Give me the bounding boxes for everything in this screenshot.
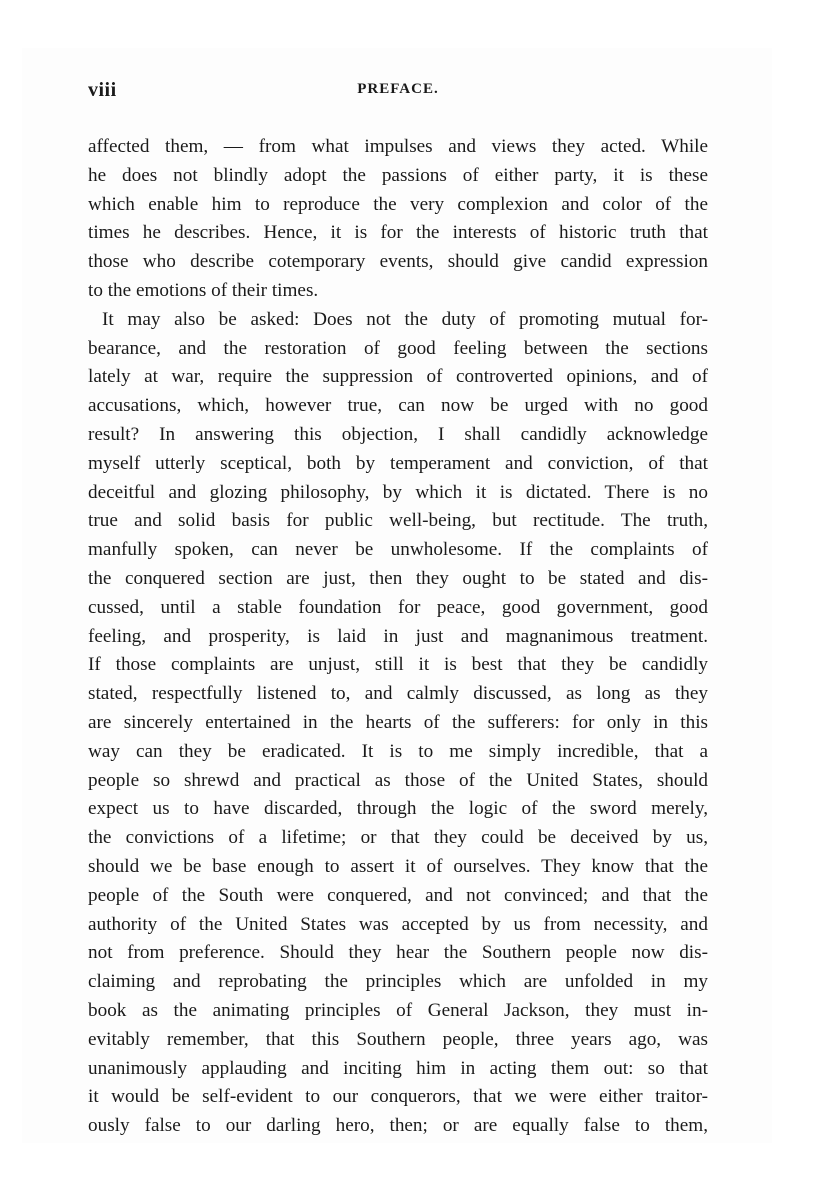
text-line: people so shrewd and practical as those of the United States, should [88, 769, 708, 791]
text-line: result? In answering this objection, I shall candidly acknowledge [88, 423, 708, 445]
text-line: If those complaints are unjust, still it is best that they be candidly [88, 654, 708, 676]
text-line: are sincerely entertained in the hearts of the sufferers: for only in this [88, 711, 708, 733]
text-line: way can they be eradicated. It is to me simply incredible, that a [88, 740, 708, 762]
text-line: the conquered section are just, then they ought to be stated and dis- [88, 567, 708, 589]
body-text [88, 133, 708, 1141]
page-number: viii [88, 79, 117, 101]
text-line: he does not blindly adopt the passions of either party, it is these [88, 164, 708, 186]
text-line: manfully spoken, can never be unwholesome. If the complaints of [88, 539, 708, 561]
text-line: stated, respectfully listened to, and calmly discussed, as long as they [88, 683, 708, 705]
text-line: cussed, until a stable foundation for peace, good government, good [88, 596, 708, 618]
text-line: claiming and reprobating the principles which are unfolded in my [88, 971, 708, 993]
text-line: it would be self-evident to our conquerors, that we were either traitor- [88, 1086, 708, 1108]
text-line: the convictions of a lifetime; or that they could be deceived by us, [88, 827, 708, 849]
text-line: which enable him to reproduce the very complexion and color of the [88, 193, 708, 215]
text-line: affected them, — from what impulses and views they acted. While [88, 136, 708, 157]
text-line: bearance, and the restoration of good feeling between the sections [88, 337, 708, 359]
text-line: accusations, which, however true, can now be urged with no good [88, 395, 708, 417]
text-line: people of the South were conquered, and not convinced; and that the [88, 884, 708, 906]
text-line: It may also be asked: Does not the duty of promoting mutual for- [102, 308, 708, 330]
text-line: expect us to have discarded, through the logic of the sword merely, [88, 798, 708, 820]
paragraph [88, 133, 708, 306]
text-line: book as the animating principles of General Jackson, they must in- [88, 999, 708, 1021]
text-line: authority of the United States was accepted by us from necessity, and [88, 913, 708, 935]
text-line: evitably remember, that this Southern people, three years ago, was [88, 1028, 708, 1050]
text-line: times he describes. Hence, it is for the interests of historic truth that [88, 222, 708, 244]
paragraph [88, 306, 708, 1141]
text-line: to the emotions of their times. [88, 279, 319, 301]
text-line: true and solid basis for public well-being, but rectitude. The truth, [88, 510, 708, 532]
text-line: not from preference. Should they hear the Southern people now dis- [88, 942, 708, 964]
text-line: should we be base enough to assert it of ourselves. They know that the [88, 855, 708, 877]
text-line: lately at war, require the suppression of controverted opinions, and of [88, 366, 708, 388]
running-head-title: PREFACE. [357, 81, 439, 97]
text-line: feeling, and prosperity, is laid in just and magnanimous treatment. [88, 625, 708, 647]
text-line: deceitful and glozing philosophy, by which it is dictated. There is no [88, 481, 708, 503]
text-line: ously false to our darling hero, then; or are equally false to them, [88, 1115, 708, 1137]
text-line: those who describe cotemporary events, should give candid expression [88, 251, 708, 273]
text-line: myself utterly sceptical, both by temperament and conviction, of that [88, 452, 708, 474]
text-line: unanimously applauding and inciting him in acting them out: so that [88, 1057, 708, 1079]
running-head [88, 79, 708, 103]
